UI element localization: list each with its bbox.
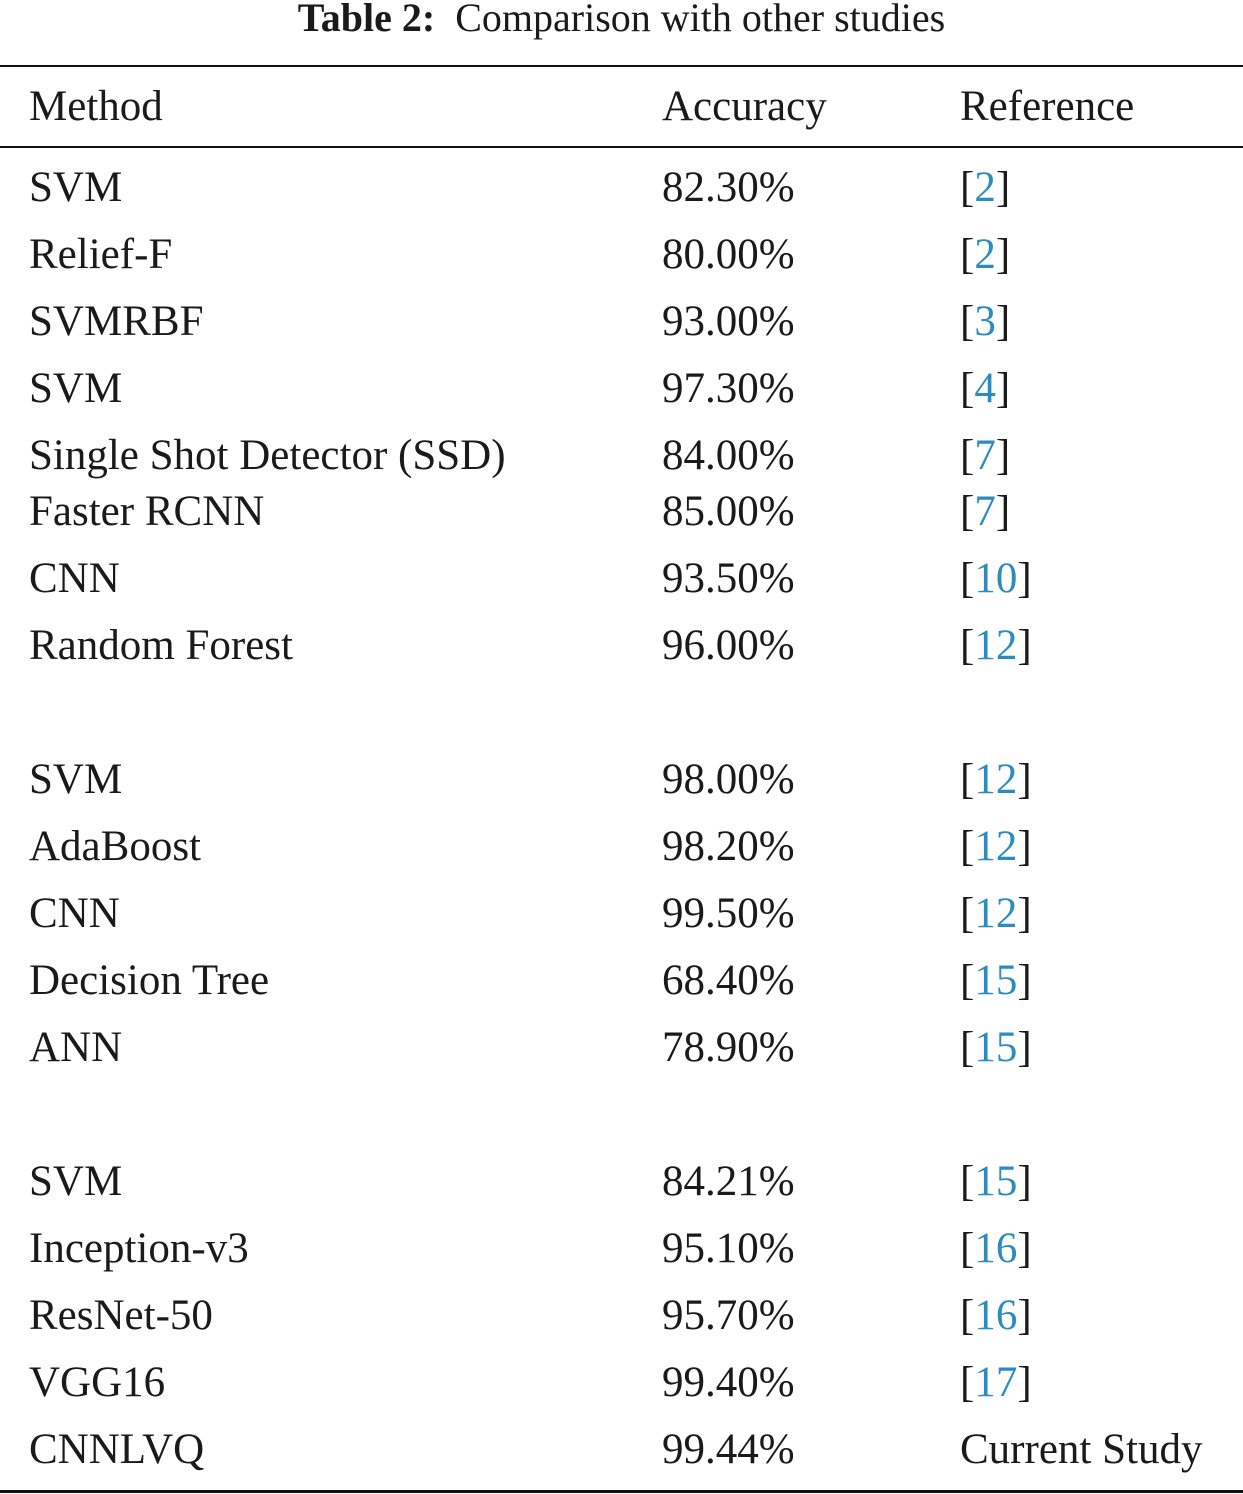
citation-link[interactable]: 15 [974, 1158, 1018, 1205]
reference-cell [960, 755, 1032, 805]
reference-cell [960, 1023, 1032, 1073]
accuracy-cell: 93.50% [662, 555, 795, 602]
method-cell: Decision Tree [29, 957, 270, 1004]
citation-close-bracket: ] [1017, 1359, 1032, 1406]
citation-open-bracket: [ [960, 756, 975, 803]
citation-link[interactable]: 15 [974, 1024, 1018, 1071]
method-cell: AdaBoost [29, 823, 201, 870]
citation-close-bracket: ] [995, 365, 1011, 412]
accuracy-cell: 96.00% [662, 622, 795, 669]
reference-cell [960, 163, 1010, 213]
method-cell: Relief-F [29, 231, 173, 278]
accuracy-cell: 85.00% [662, 488, 795, 535]
method-cell: SVM [29, 365, 123, 412]
reference-cell [960, 1224, 1032, 1274]
accuracy-cell: 97.30% [662, 365, 795, 412]
method-cell: Inception-v3 [29, 1225, 249, 1272]
citation-link[interactable]: 17 [974, 1359, 1018, 1406]
citation-link[interactable]: 7 [974, 488, 996, 535]
table-caption-text: Comparison with other studies [455, 0, 946, 40]
citation-link[interactable]: 12 [974, 823, 1018, 870]
table-caption [0, 0, 1243, 42]
accuracy-cell: 82.30% [662, 164, 795, 211]
header-rule [0, 146, 1243, 148]
method-cell: VGG16 [29, 1359, 166, 1406]
reference-cell [960, 364, 1010, 414]
accuracy-cell: 99.50% [662, 890, 795, 937]
citation-open-bracket: [ [960, 957, 975, 1004]
citation-link[interactable]: 12 [974, 756, 1018, 803]
reference-cell [960, 889, 1032, 939]
reference-cell [960, 822, 1032, 872]
accuracy-cell: 98.20% [662, 823, 795, 870]
citation-close-bracket: ] [1017, 1225, 1032, 1272]
reference-cell [960, 956, 1032, 1006]
citation-open-bracket: [ [960, 622, 975, 669]
reference-cell [960, 1157, 1032, 1207]
citation-open-bracket: [ [960, 365, 975, 412]
method-cell: CNNLVQ [29, 1426, 205, 1473]
top-rule [0, 65, 1243, 67]
citation-close-bracket: ] [1017, 823, 1032, 870]
reference-text: Current Study [960, 1426, 1203, 1473]
reference-cell [960, 431, 1010, 481]
citation-close-bracket: ] [1017, 756, 1032, 803]
citation-link[interactable]: 10 [974, 555, 1018, 602]
reference-cell [960, 230, 1010, 280]
citation-link[interactable]: 3 [974, 298, 996, 345]
citation-open-bracket: [ [960, 231, 975, 278]
citation-close-bracket: ] [1017, 957, 1032, 1004]
citation-link[interactable]: 7 [974, 432, 996, 479]
citation-open-bracket: [ [960, 1359, 975, 1406]
method-cell: Faster RCNN [29, 488, 265, 535]
citation-open-bracket: [ [960, 1292, 975, 1339]
citation-open-bracket: [ [960, 432, 975, 479]
reference-cell [960, 1425, 1202, 1475]
method-cell: SVM [29, 756, 123, 803]
method-cell: SVMRBF [29, 298, 204, 345]
citation-open-bracket: [ [960, 164, 975, 211]
reference-cell [960, 1358, 1032, 1408]
accuracy-cell: 80.00% [662, 231, 795, 278]
citation-close-bracket: ] [995, 432, 1011, 479]
citation-close-bracket: ] [1017, 1292, 1032, 1339]
reference-cell [960, 487, 1010, 537]
table-caption-label: Table 2: [297, 0, 436, 40]
method-cell: Single Shot Detector (SSD) [29, 432, 506, 479]
citation-link[interactable]: 16 [974, 1292, 1018, 1339]
method-cell: Random Forest [29, 622, 293, 669]
citation-close-bracket: ] [1017, 622, 1032, 669]
citation-link[interactable]: 12 [974, 622, 1018, 669]
method-cell: ResNet-50 [29, 1292, 213, 1339]
citation-link[interactable]: 2 [974, 231, 996, 278]
citation-close-bracket: ] [995, 164, 1011, 211]
accuracy-cell: 84.21% [662, 1158, 795, 1205]
citation-close-bracket: ] [1017, 555, 1032, 602]
accuracy-cell: 95.70% [662, 1292, 795, 1339]
citation-open-bracket: [ [960, 1225, 975, 1272]
citation-open-bracket: [ [960, 1158, 975, 1205]
citation-close-bracket: ] [995, 231, 1011, 278]
citation-close-bracket: ] [995, 298, 1011, 345]
accuracy-cell: 78.90% [662, 1024, 795, 1071]
method-cell: SVM [29, 1158, 123, 1205]
reference-cell [960, 621, 1032, 671]
citation-open-bracket: [ [960, 488, 975, 535]
citation-link[interactable]: 12 [974, 890, 1018, 937]
citation-close-bracket: ] [1017, 1158, 1032, 1205]
accuracy-cell: 84.00% [662, 432, 795, 479]
citation-open-bracket: [ [960, 298, 975, 345]
reference-cell [960, 554, 1032, 604]
accuracy-cell: 95.10% [662, 1225, 795, 1272]
header-method: Method [29, 83, 163, 130]
accuracy-cell: 99.44% [662, 1426, 795, 1473]
accuracy-cell: 68.40% [662, 957, 795, 1004]
reference-cell [960, 297, 1010, 347]
citation-link[interactable]: 16 [974, 1225, 1018, 1272]
reference-cell [960, 1291, 1032, 1341]
citation-open-bracket: [ [960, 890, 975, 937]
accuracy-cell: 93.00% [662, 298, 795, 345]
citation-open-bracket: [ [960, 555, 975, 602]
accuracy-cell: 98.00% [662, 756, 795, 803]
citation-close-bracket: ] [1017, 1024, 1032, 1071]
bottom-rule [0, 1490, 1243, 1493]
citation-close-bracket: ] [1017, 890, 1032, 937]
method-cell: ANN [29, 1024, 123, 1071]
method-cell: SVM [29, 164, 123, 211]
method-cell: CNN [29, 890, 120, 937]
citation-open-bracket: [ [960, 823, 975, 870]
citation-link[interactable]: 4 [974, 365, 996, 412]
header-reference: Reference [960, 83, 1135, 130]
method-cell: CNN [29, 555, 120, 602]
header-accuracy: Accuracy [662, 83, 827, 130]
citation-link[interactable]: 15 [974, 957, 1018, 1004]
citation-open-bracket: [ [960, 1024, 975, 1071]
citation-close-bracket: ] [995, 488, 1011, 535]
accuracy-cell: 99.40% [662, 1359, 795, 1406]
citation-link[interactable]: 2 [974, 164, 996, 211]
